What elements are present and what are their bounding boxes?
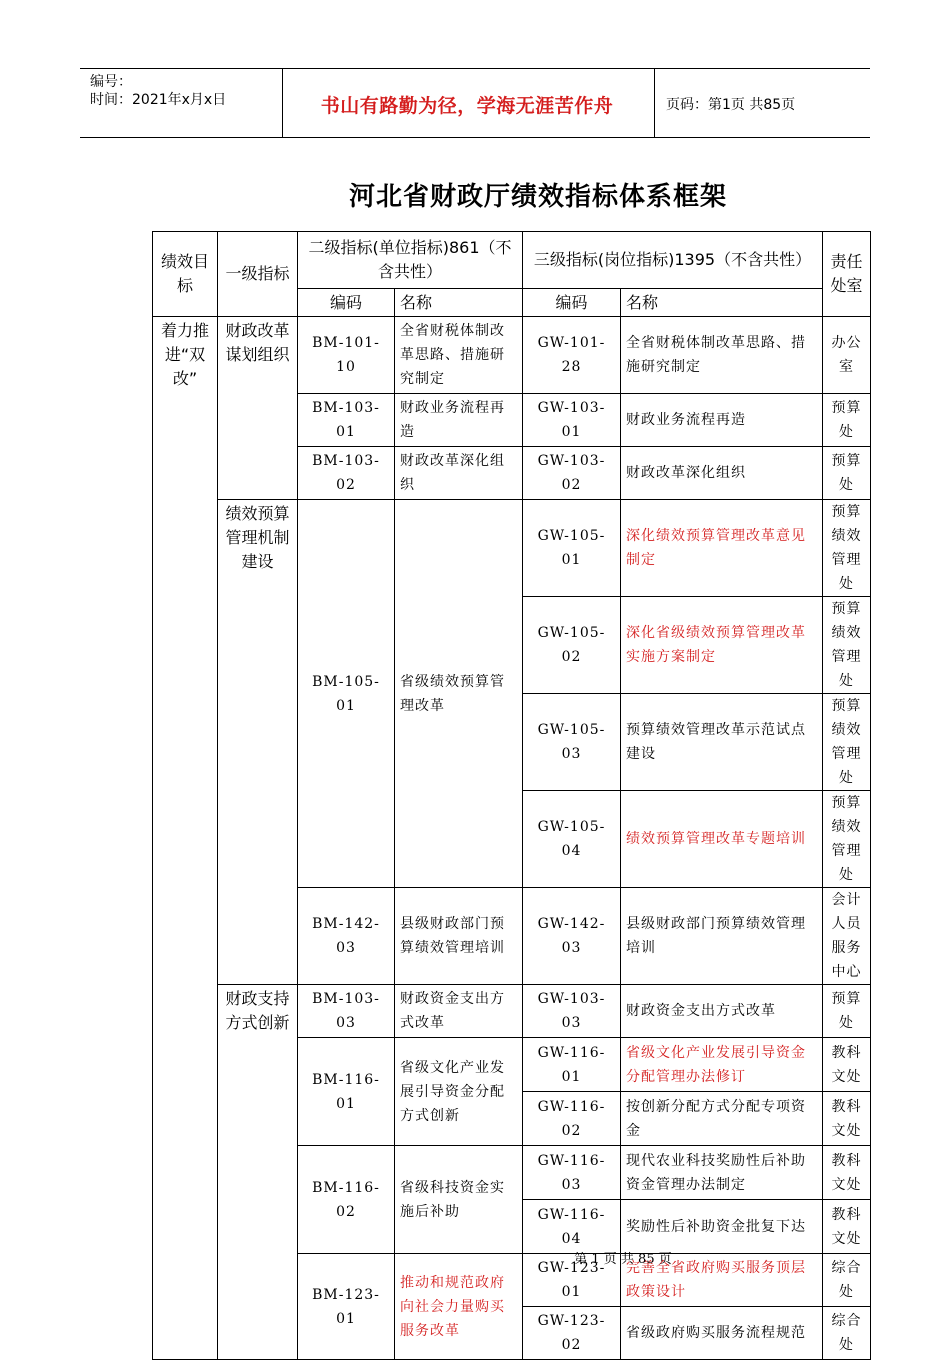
level3-name: 深化省级绩效预算管理改革实施方案制定 (621, 597, 823, 694)
level2-name: 财政业务流程再造 (395, 394, 523, 447)
table-header-row (153, 232, 871, 289)
level3-code: GW-105-04 (523, 791, 621, 888)
page-footer: 第 1 页 共 85 页 (574, 1252, 672, 1267)
level3-name: 财政改革深化组织 (621, 447, 823, 500)
page-title: 河北省财政厅绩效指标体系框架 (348, 182, 727, 212)
level1-cell: 财政支持方式创新 (218, 985, 298, 1360)
document-date-label: 时间：2021年x月x日 (90, 92, 227, 108)
level2-code: BM-116-02 (298, 1146, 395, 1254)
level3-code: GW-142-03 (523, 888, 621, 985)
level3-name: 财政业务流程再造 (621, 394, 823, 447)
level3-name: 绩效预算管理改革专题培训 (621, 791, 823, 888)
header-level2: 二级指标(单位指标)861（不含共性） (298, 232, 523, 289)
header-name: 名称 (621, 289, 823, 317)
document-number-label: 编号： (90, 74, 132, 90)
header-level1: 一级指标 (218, 232, 298, 317)
level2-code: BM-101-10 (298, 317, 395, 394)
level3-name: 奖励性后补助资金批复下达 (621, 1200, 823, 1254)
header-divider (654, 69, 655, 137)
level2-code: BM-103-01 (298, 394, 395, 447)
indicator-table (152, 231, 871, 1360)
level3-name: 深化绩效预算管理改革意见制定 (621, 500, 823, 597)
level2-name: 省级科技资金实施后补助 (395, 1146, 523, 1254)
dept-cell: 综合处 (823, 1307, 871, 1360)
level1-cell: 绩效预算管理机制建设 (218, 500, 298, 985)
dept-cell: 预算处 (823, 447, 871, 500)
level3-code: GW-116-01 (523, 1038, 621, 1092)
level2-code: BM-105-01 (298, 500, 395, 888)
header-code: 编码 (298, 289, 395, 317)
level3-code: GW-116-02 (523, 1092, 621, 1146)
dept-cell: 办公室 (823, 317, 871, 394)
level2-code: BM-103-02 (298, 447, 395, 500)
level2-name: 全省财税体制改革思路、措施研究制定 (395, 317, 523, 394)
level2-name: 省级绩效预算管理改革 (395, 500, 523, 888)
level2-code: BM-116-01 (298, 1038, 395, 1146)
table-row (153, 500, 871, 597)
table-row (153, 985, 871, 1038)
level2-name: 省级文化产业发展引导资金分配方式创新 (395, 1038, 523, 1146)
level2-name: 财政改革深化组织 (395, 447, 523, 500)
header-goal: 绩效目标 (153, 232, 218, 317)
header-level3: 三级指标(岗位指标)1395（不含共性） (523, 232, 823, 289)
level3-code: GW-103-02 (523, 447, 621, 500)
dept-cell: 预算绩效管理处 (823, 500, 871, 597)
header-dept: 责任处室 (823, 232, 871, 317)
level3-code: GW-101-28 (523, 317, 621, 394)
dept-cell: 预算处 (823, 394, 871, 447)
level3-code: GW-116-04 (523, 1200, 621, 1254)
goal-cell: 着力推进“双改” (153, 317, 218, 1360)
level2-code: BM-103-03 (298, 985, 395, 1038)
level3-code: GW-103-03 (523, 985, 621, 1038)
level3-name: 省级文化产业发展引导资金分配管理办法修订 (621, 1038, 823, 1092)
level3-code: GW-103-01 (523, 394, 621, 447)
dept-cell: 预算绩效管理处 (823, 694, 871, 791)
level2-name: 推动和规范政府向社会力量购买服务改革 (395, 1254, 523, 1360)
level1-cell: 财政改革谋划组织 (218, 317, 298, 500)
level3-name: 预算绩效管理改革示范试点建设 (621, 694, 823, 791)
level2-name: 财政资金支出方式改革 (395, 985, 523, 1038)
level3-code: GW-105-03 (523, 694, 621, 791)
level2-name: 县级财政部门预算绩效管理培训 (395, 888, 523, 985)
level3-code: GW-123-01 (523, 1254, 621, 1307)
dept-cell: 教科文处 (823, 1038, 871, 1092)
level2-code: BM-142-03 (298, 888, 395, 985)
level3-name: 全省财税体制改革思路、措施研究制定 (621, 317, 823, 394)
header-code: 编码 (523, 289, 621, 317)
dept-cell: 预算处 (823, 985, 871, 1038)
level3-name: 现代农业科技奖励性后补助资金管理办法制定 (621, 1146, 823, 1200)
header-page-label: 页码：第1页 共85页 (666, 97, 796, 113)
level3-name: 财政资金支出方式改革 (621, 985, 823, 1038)
header-name: 名称 (395, 289, 523, 317)
dept-cell: 教科文处 (823, 1092, 871, 1146)
dept-cell: 综合处 (823, 1254, 871, 1307)
dept-cell: 会计人员服务中心 (823, 888, 871, 985)
table-row (153, 317, 871, 394)
dept-cell: 预算绩效管理处 (823, 791, 871, 888)
level3-name: 省级政府购买服务流程规范 (621, 1307, 823, 1360)
level2-code: BM-123-01 (298, 1254, 395, 1360)
dept-cell: 教科文处 (823, 1200, 871, 1254)
level3-code: GW-105-02 (523, 597, 621, 694)
dept-cell: 预算绩效管理处 (823, 597, 871, 694)
header-meta (90, 73, 226, 109)
dept-cell: 教科文处 (823, 1146, 871, 1200)
document-header (80, 68, 870, 138)
level3-code: GW-116-03 (523, 1146, 621, 1200)
level3-name: 按创新分配方式分配专项资金 (621, 1092, 823, 1146)
header-motto: 书山有路勤为径，学海无涯苦作舟 (320, 95, 614, 117)
level3-code: GW-123-02 (523, 1307, 621, 1360)
level3-name: 完善全省政府购买服务顶层政策设计 (621, 1254, 823, 1307)
level3-code: GW-105-01 (523, 500, 621, 597)
level3-name: 县级财政部门预算绩效管理培训 (621, 888, 823, 985)
